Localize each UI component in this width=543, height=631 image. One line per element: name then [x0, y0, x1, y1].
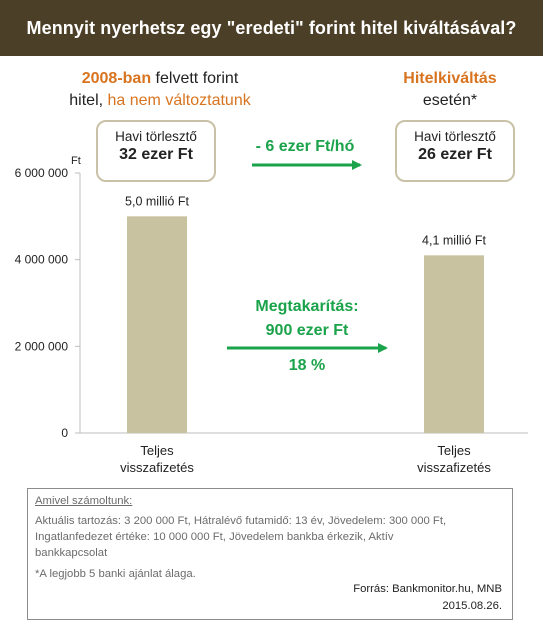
page-title: Mennyit nyerhetsz egy "eredeti" forint hitel kiváltásával? — [0, 0, 543, 56]
y-tick-label: 4 000 000 — [14, 252, 68, 267]
assumptions-box — [27, 488, 513, 620]
assumptions-heading: Amivel számoltunk: — [35, 495, 133, 507]
savings-amount: 900 ezer Ft — [265, 322, 349, 339]
x-category-label: visszafizetés — [417, 460, 491, 475]
bar — [127, 216, 187, 433]
right-callout-label: Havi törlesztő — [414, 129, 496, 144]
left-heading-text: felvett forint — [151, 70, 239, 87]
right-column-heading — [370, 68, 530, 112]
savings-label: Megtakarítás: — [255, 298, 359, 315]
source-text: Forrás: Bankmonitor.hu, MNB — [353, 583, 502, 595]
y-tick-label: 2 000 000 — [14, 339, 68, 354]
left-heading-year: 2008-ban — [81, 70, 152, 87]
footnote: *A legjobb 5 banki ajánlat álaga. — [35, 568, 196, 580]
y-axis-unit: Ft — [71, 155, 81, 167]
x-category-label: visszafizetés — [120, 460, 194, 475]
right-heading-title: Hitelkiváltás — [403, 70, 497, 87]
x-category-label: Teljes — [140, 443, 174, 458]
left-heading-condition: ha nem változtatunk — [107, 92, 251, 109]
left-callout-label: Havi törlesztő — [115, 129, 197, 144]
assumptions-line-1: Aktuális tartozás: 3 200 000 Ft, Hátralévő futamidő: 13 év, Jövedelem: 300 000 Ft, — [35, 515, 447, 527]
bar — [424, 255, 484, 433]
bar-data-label: 4,1 millió Ft — [422, 233, 486, 248]
right-heading-subtitle: esetén* — [422, 92, 478, 109]
assumptions-line-2: Ingatlanfedezet értéke: 10 000 000 Ft, Jövedelem bankba érkezik, Aktív — [35, 531, 394, 543]
monthly-difference-label: - 6 ezer Ft/hó — [255, 138, 355, 155]
left-heading-text-2: hitel, — [69, 92, 108, 109]
x-category-label: Teljes — [437, 443, 471, 458]
right-callout-value: 26 ezer Ft — [418, 146, 492, 163]
left-monthly-payment-callout — [96, 120, 216, 182]
date-text: 2015.08.26. — [442, 600, 502, 612]
left-column-heading — [40, 68, 280, 112]
savings-percent: 18 % — [288, 357, 326, 374]
right-monthly-payment-callout — [395, 120, 515, 182]
assumptions-line-3: bankkapcsolat — [35, 547, 108, 559]
bar-data-label: 5,0 millió Ft — [125, 194, 189, 209]
y-tick-label: 0 — [61, 426, 68, 440]
left-callout-value: 32 ezer Ft — [119, 146, 193, 163]
y-tick-label: 6 000 000 — [14, 166, 68, 180]
